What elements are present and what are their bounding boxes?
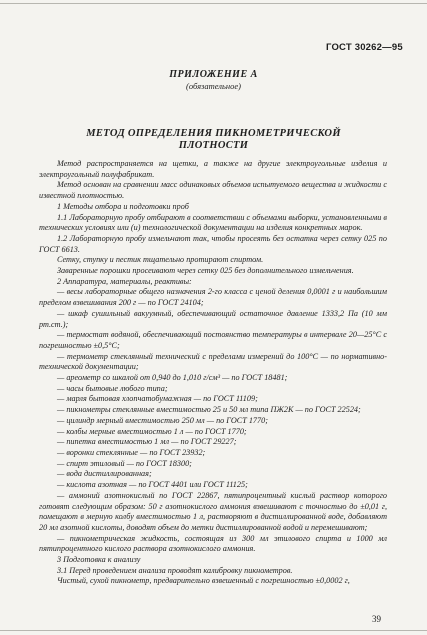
list-item: — часы бытовые любого типа; [57, 383, 168, 393]
list-item: — цилиндр мерный вместимостью 250 мл — по ГОСТ 1770; [57, 415, 268, 425]
list-item: — ареометр со шкалой от 0,940 до 1,010 г/см³ — по ГОСТ 18481; [57, 373, 288, 383]
list-item: — пипетка вместимостью 1 мл — по ГОСТ 29227; [57, 437, 237, 447]
list-item: — колбы мерные вместимостью 1 л — по ГОСТ 1770; [57, 426, 247, 436]
paragraph-heading: 1 Методы отбора и подготовки проб [57, 201, 189, 211]
list-item: — спирт этиловый — по ГОСТ 18300; [57, 458, 192, 468]
list-item: — аммоний азотнокислый по ГОСТ 22867, пятипроцентный кислый раствор которого готовят следующим образом: 50 г азотнокислого аммония взвешивают с точностью до ±0,01 г, помещают в мерную колбу вместимостью 1 л, растворяют в дистиллированной воде, добавляют 20 мл азотной кислоты, доводят объем до метки дистиллированной водой и перемешивают; [39, 490, 387, 532]
paragraph-heading: 3 Подготовка к анализу [57, 555, 141, 565]
section-title [40, 128, 387, 152]
scan-edge-bottom [0, 630, 427, 631]
list-item: — пикнометры стеклянные вместимостью 25 и 50 мл типа ПЖ2К — по ГОСТ 22524; [57, 405, 361, 415]
list-item: — термометр стеклянный технический с пределами измерений до 100°С — по нормативно-технической документации; [39, 351, 387, 372]
paragraph: Метод основан на сравнении масс одинаковых объемов испытуемого вещества и жидкости с известной плотностью. [39, 180, 387, 201]
list-item: — вода дистиллированная; [57, 469, 152, 479]
paragraph: Метод распространяется на щетки, а также на другие электроугольные изделия и электроугольный полуфабрикат. [39, 159, 387, 179]
section-title-line-1: МЕТОД ОПРЕДЕЛЕНИЯ ПИКНОМЕТРИЧЕСКОЙ [86, 128, 341, 139]
document-body [39, 159, 387, 587]
paragraph-heading: 2 Аппаратура, материалы, реактивы: [57, 276, 192, 286]
paragraph: 1.1 Лабораторную пробу отбирают в соответствии с объемами выборки, установленными в технических условиях или (и) технологической документации на изделия конкретных марок. [39, 212, 387, 233]
paragraph: Чистый, сухой пикнометр, предварительно взвешенный с погрешностью ±0,0002 г, [57, 576, 350, 586]
list-item: — марля бытовая хлопчатобумажная — по ГОСТ 11109; [57, 394, 258, 404]
paragraph: 3.1 Перед проведением анализа проводят калибровку пикнометров. [57, 565, 293, 575]
appendix-subtitle: (обязательное) [186, 81, 241, 91]
paragraph: Заваренные порошки просеивают через сетку 025 без дополнительного измельчения. [57, 266, 354, 276]
standard-code-header: ГОСТ 30262—95 [326, 42, 403, 53]
scan-edge-top [0, 3, 427, 4]
appendix-title: ПРИЛОЖЕНИЕ А [169, 69, 258, 80]
list-item: — весы лабораторные общего назначения 2-го класса с ценой деления 0,0001 г и наибольшим пределом взвешивания 200 г — по ГОСТ 24104; [39, 287, 387, 308]
section-title-line-2: ПЛОТНОСТИ [178, 140, 249, 151]
paragraph: Сетку, ступку и пестик тщательно протирают спиртом. [57, 255, 264, 265]
list-item: — пикнометрическая жидкость, состоящая из 300 мл этилового спирта и 1000 мл пятипроцентного кислого раствора азотнокислого аммония. [39, 533, 387, 554]
list-item: — кислота азотная — по ГОСТ 4401 или ГОСТ 11125; [57, 480, 248, 490]
list-item: — шкаф сушильный вакуумный, обеспечивающий остаточное давление 1333,2 Па (10 мм рт.ст.); [39, 308, 387, 329]
list-item: — термостат водяной, обеспечивающий постоянство температуры в интервале 20—25°С с погрешностью ±0,5°С; [39, 330, 387, 350]
paragraph: 1.2 Лабораторную пробу измельчают так, чтобы просеять без остатка через сетку 025 по ГОСТ 6613. [39, 233, 387, 254]
page-number: 39 [372, 614, 381, 624]
list-item: — воронки стеклянные — по ГОСТ 23932; [57, 447, 206, 457]
